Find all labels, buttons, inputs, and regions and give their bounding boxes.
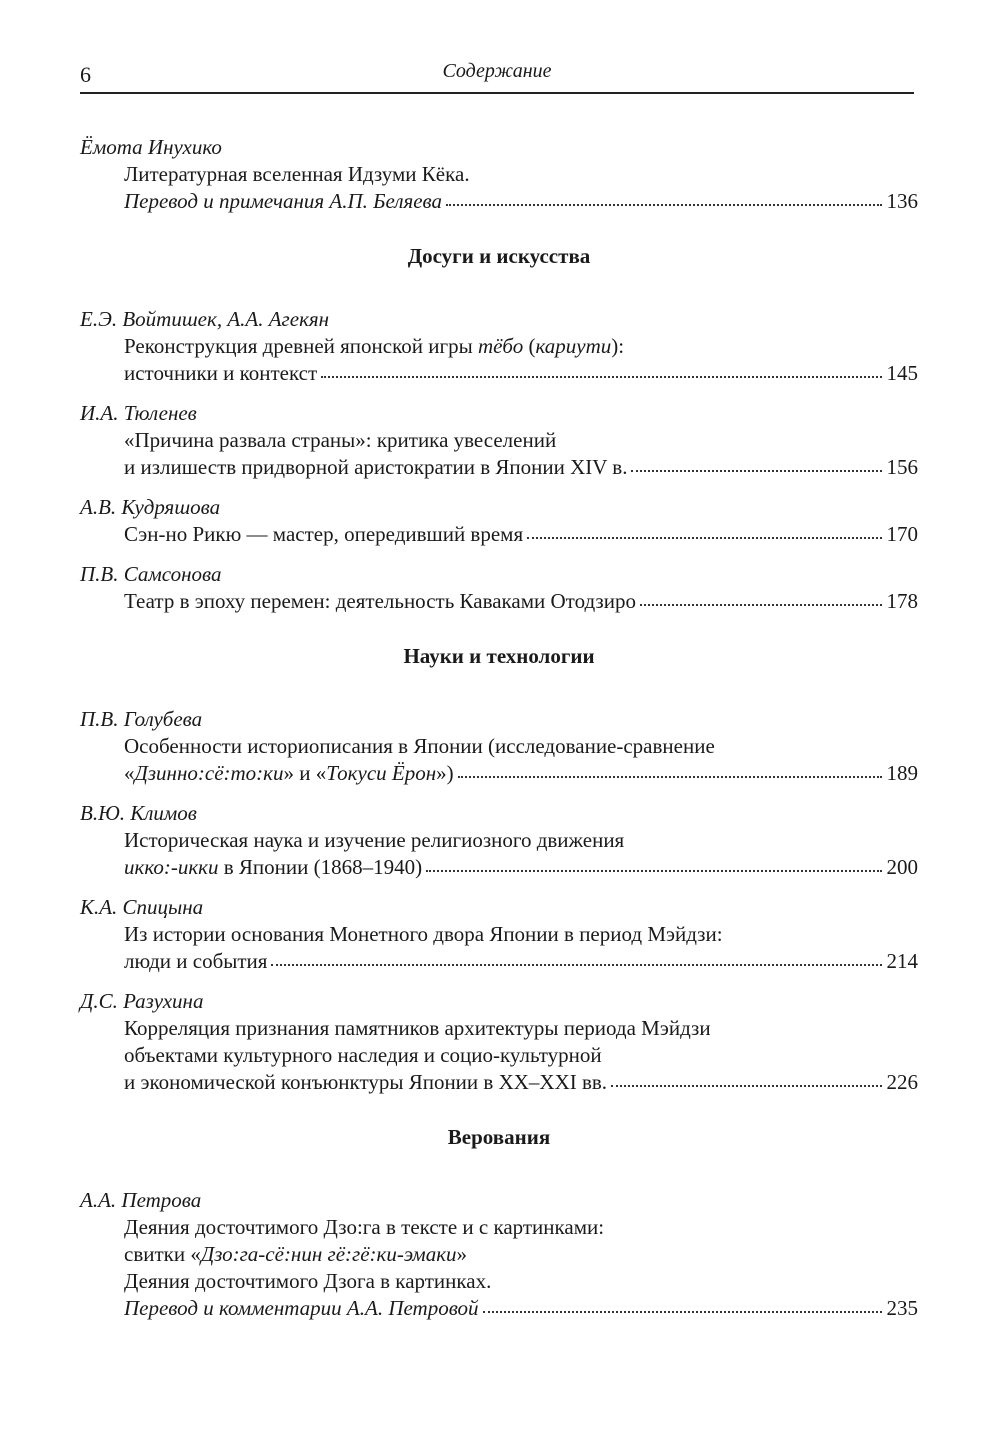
entry-author: А.В. Кудряшова (80, 495, 221, 519)
entry-last-line (124, 1069, 918, 1096)
entry-author: И.А. Тюленев (80, 401, 197, 425)
dot-leader (483, 1307, 882, 1313)
running-title: Содержание (442, 60, 552, 82)
dot-leader (446, 200, 881, 206)
dot-leader (631, 466, 881, 472)
entry-title-line: «Причина развала страны»: критика увеселений (124, 428, 557, 452)
italic-term: Дзинно:сё:то:ки (134, 761, 284, 785)
entry-page-number: 136 (886, 189, 918, 213)
dot-leader (611, 1081, 881, 1087)
toc-entry[interactable] (80, 1187, 918, 1322)
entry-title-line: Перевод и примечания А.П. Беляева (124, 189, 443, 213)
entry-page-number: 145 (886, 361, 918, 385)
entry-author: Ёмота Инухико (80, 135, 222, 159)
entry-title-line: и экономической конъюнктуры Японии в XX–XXI вв. (124, 1070, 608, 1094)
entry-page-number: 235 (886, 1296, 918, 1320)
toc-entry[interactable] (80, 134, 918, 215)
toc-entry[interactable] (80, 400, 918, 481)
entry-title-line: Деяния досточтимого Дзога в картинках. (124, 1269, 492, 1293)
page-header (80, 60, 914, 94)
toc-entry[interactable] (80, 894, 918, 975)
entry-title-line: Театр в эпоху перемен: деятельность Каваками Отодзиро (124, 589, 636, 613)
entry-title-line: люди и события (124, 949, 268, 973)
entry-author: Д.С. Разухина (80, 989, 204, 1013)
italic-term: Токуси Ёрон (326, 761, 437, 785)
italic-term: икко:-икки (124, 855, 219, 879)
entry-page-number: 214 (886, 949, 918, 973)
dot-leader (458, 772, 882, 778)
entry-last-line (124, 948, 918, 975)
italic-term: Дзо:га-сё:нин гё:гё:ки-эмаки (200, 1242, 457, 1266)
entry-title-line: Реконструкция древней японской игры тёбо (кариути): (124, 334, 625, 358)
entry-title-line: свитки «Дзо:га-сё:нин гё:гё:ки-эмаки» (124, 1242, 468, 1266)
entry-title-line: Литературная вселенная Идзуми Кёка. (124, 162, 470, 186)
dot-leader (527, 533, 881, 539)
dot-leader (271, 960, 881, 966)
dot-leader (426, 866, 881, 872)
entry-page-number: 170 (886, 522, 918, 546)
entry-title-line: Корреляция признания памятников архитектуры периода Мэйдзи (124, 1016, 711, 1040)
entry-title-line: «Дзинно:сё:то:ки» и «Токуси Ёрон») (124, 761, 454, 785)
entry-title-line: икко:-икки в Японии (1868–1940) (124, 855, 423, 879)
entry-title-line: и излишеств придворной аристократии в Японии XIV в. (124, 455, 628, 479)
entry-page-number: 178 (886, 589, 918, 613)
entry-page-number: 189 (886, 761, 918, 785)
italic-term: тёбо (477, 334, 524, 358)
section-title: Верования (447, 1125, 551, 1149)
entry-author: К.А. Спицына (80, 895, 204, 919)
entry-author: В.Ю. Климов (80, 801, 197, 825)
toc-entry[interactable] (80, 706, 918, 787)
page-number: 6 (80, 62, 91, 87)
entry-last-line (124, 1295, 918, 1322)
entry-page-number: 200 (886, 855, 918, 879)
entry-last-line (124, 760, 918, 787)
entry-page-number: 226 (886, 1070, 918, 1094)
entry-title-line: Перевод и комментарии А.А. Петровой (124, 1296, 479, 1320)
entry-title-line: Историческая наука и изучение религиозного движения (124, 828, 625, 852)
toc-entry[interactable] (80, 306, 918, 387)
entry-title-line: Деяния досточтимого Дзо:га в тексте и с картинками: (124, 1215, 605, 1239)
entry-last-line (124, 454, 918, 481)
entry-last-line (124, 854, 918, 881)
section-title: Науки и технологии (403, 644, 595, 668)
table-of-contents (80, 134, 918, 1335)
toc-entry[interactable] (80, 800, 918, 881)
entry-title-line: объектами культурного наследия и социо-культурной (124, 1043, 602, 1067)
entry-author: П.В. Самсонова (80, 562, 222, 586)
entry-author: П.В. Голубева (80, 707, 203, 731)
dot-leader (321, 372, 881, 378)
toc-entry[interactable] (80, 988, 918, 1096)
section-title: Досуги и искусства (407, 244, 591, 268)
toc-entry[interactable] (80, 561, 918, 615)
entry-title-line: Из истории основания Монетного двора Японии в период Мэйдзи: (124, 922, 723, 946)
toc-entry[interactable] (80, 494, 918, 548)
entry-last-line (124, 521, 918, 548)
entry-title-line: Сэн-но Рикю — мастер, опередивший время (124, 522, 524, 546)
entry-title-line: источники и контекст (124, 361, 318, 385)
dot-leader (640, 600, 882, 606)
entry-author: Е.Э. Войтишек, А.А. Агекян (80, 307, 330, 331)
italic-term: кариути (535, 334, 612, 358)
entry-page-number: 156 (886, 455, 918, 479)
entry-author: А.А. Петрова (80, 1188, 202, 1212)
entry-last-line (124, 360, 918, 387)
entry-last-line (124, 588, 918, 615)
entry-title-line: Особенности историописания в Японии (исследование-сравнение (124, 734, 715, 758)
entry-last-line (124, 188, 918, 215)
